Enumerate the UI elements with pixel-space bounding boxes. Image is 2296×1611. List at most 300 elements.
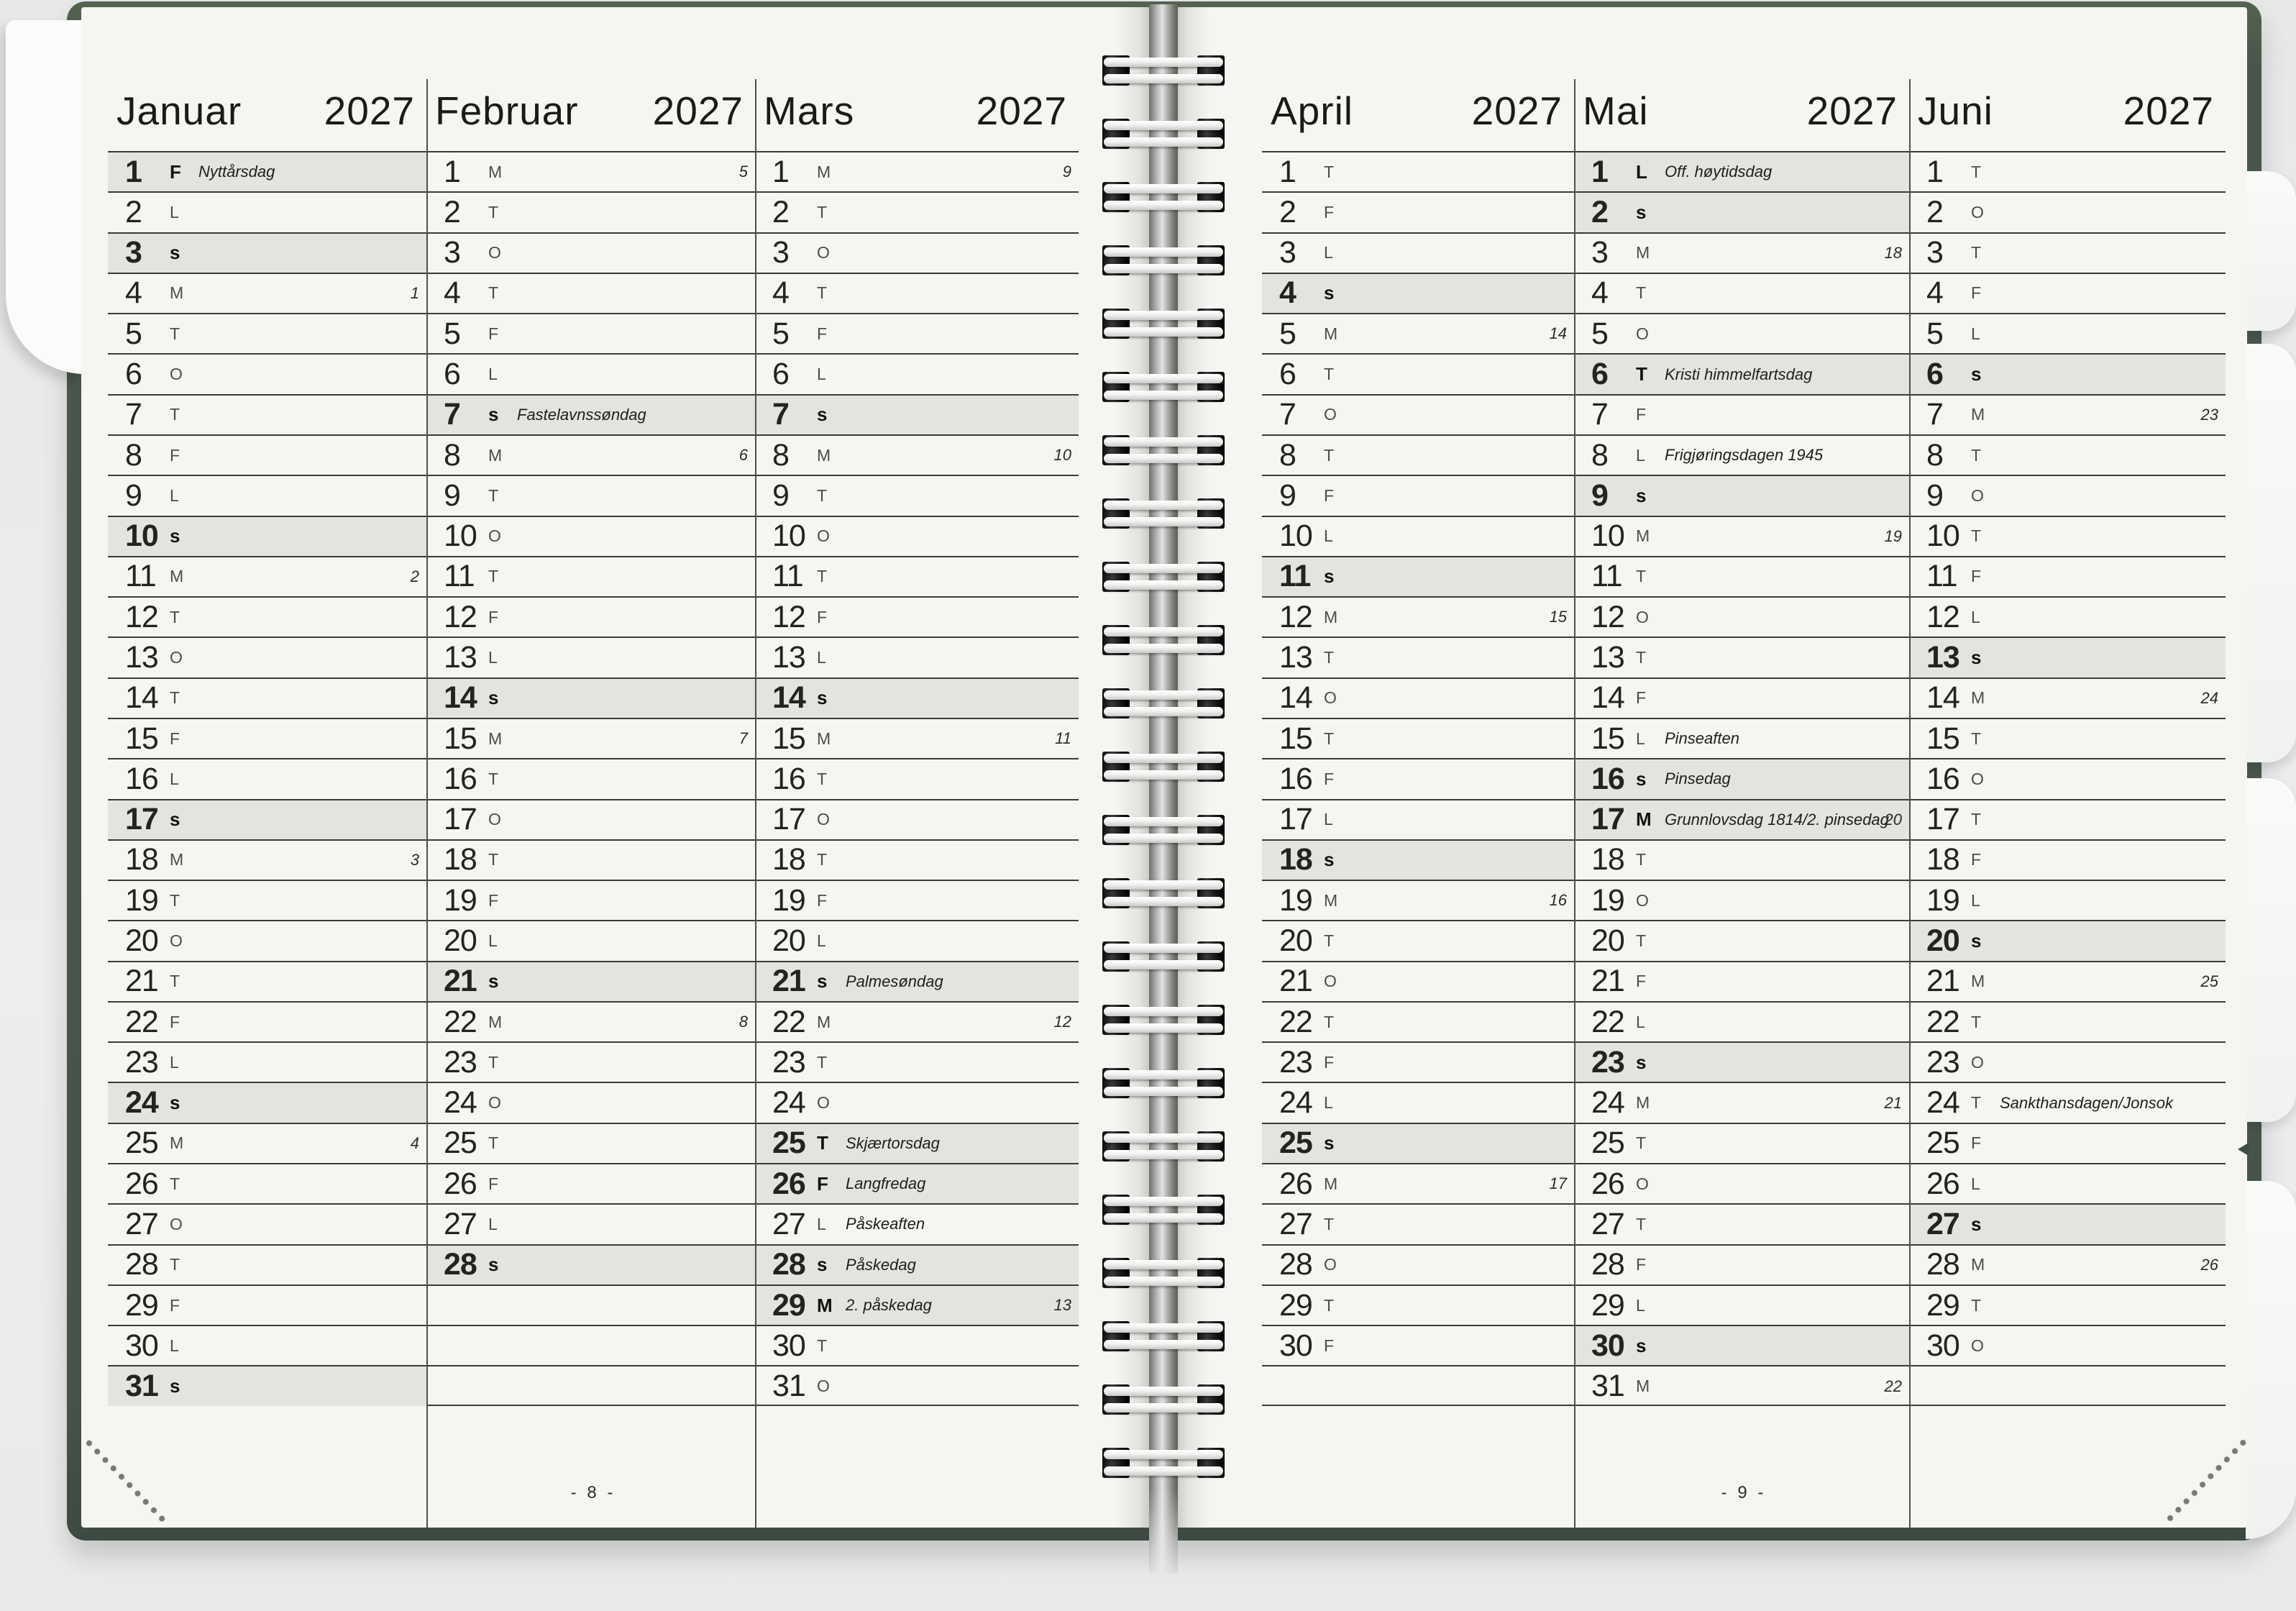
day-row-mai-26 <box>1574 1163 1909 1203</box>
day-number: 26 <box>125 1166 158 1201</box>
weekday-letter: F <box>488 324 500 343</box>
day-number: 29 <box>1926 1287 1959 1323</box>
day-number: 6 <box>444 357 460 392</box>
day-row-februar-18 <box>426 839 755 880</box>
weekday-letter: O <box>1971 1336 1985 1355</box>
day-number: 5 <box>1926 316 1943 351</box>
weekday-letter: O <box>1324 688 1337 708</box>
day-number: 7 <box>444 397 460 432</box>
day-row-april-30 <box>1262 1325 1574 1365</box>
day-row-mars-16 <box>755 758 1079 798</box>
day-number: 7 <box>772 397 789 432</box>
day-number: 23 <box>1591 1044 1624 1080</box>
weekday-letter: s <box>817 1254 828 1276</box>
weekday-letter: M <box>488 729 503 748</box>
coil-wire <box>1104 517 1223 526</box>
day-row-april-14 <box>1262 677 1574 718</box>
day-number: 16 <box>772 761 805 796</box>
week-number: 15 <box>1549 608 1567 626</box>
month-column-februar <box>426 7 755 1406</box>
weekday-letter: F <box>170 445 181 465</box>
coil-wire <box>1104 1087 1223 1096</box>
day-number: 2 <box>1591 194 1608 229</box>
weekday-letter: F <box>1324 1336 1335 1355</box>
month-year: 2027 <box>1806 88 1898 133</box>
column-divider <box>755 79 756 1528</box>
weekday-letter: T <box>170 405 181 424</box>
weekday-letter: M <box>817 729 832 748</box>
weekday-letter: F <box>1971 567 1982 586</box>
day-number: 18 <box>1279 842 1312 877</box>
day-number: 16 <box>125 761 158 796</box>
weekday-letter: T <box>1324 1295 1335 1315</box>
weekday-letter: L <box>170 1336 180 1355</box>
day-rows <box>755 151 1079 1406</box>
day-number: 17 <box>125 802 158 837</box>
day-number: 20 <box>125 923 158 958</box>
day-row-januar-4 <box>108 273 426 313</box>
day-row-april-12 <box>1262 596 1574 636</box>
weekday-letter: T <box>1324 729 1335 748</box>
weekday-letter: L <box>1971 1174 1981 1193</box>
day-number: 19 <box>1279 882 1312 918</box>
day-number: 27 <box>125 1206 158 1241</box>
month-header <box>108 7 426 151</box>
weekday-letter: M <box>1324 1174 1339 1193</box>
coil-wire <box>1104 311 1223 320</box>
coil-wire <box>1104 137 1223 147</box>
weekday-letter: T <box>170 1174 181 1193</box>
day-number: 6 <box>1279 357 1296 392</box>
day-row-mars-4 <box>755 273 1079 313</box>
weekday-letter: M <box>170 567 185 586</box>
weekday-letter: M <box>1324 324 1339 343</box>
coil-wire <box>1104 1023 1223 1033</box>
day-row-januar-21 <box>108 961 426 1001</box>
day-number: 1 <box>444 154 460 189</box>
day-row-mai-8 <box>1574 434 1909 475</box>
weekday-letter: O <box>1636 607 1650 626</box>
day-rows <box>1909 151 2226 1406</box>
day-row-februar-9 <box>426 475 755 515</box>
day-row-mai-29 <box>1574 1284 1909 1325</box>
day-number: 9 <box>1591 478 1608 513</box>
day-row-februar-20 <box>426 920 755 960</box>
weekday-letter: T <box>1324 648 1335 667</box>
day-row-februar-6 <box>426 353 755 393</box>
coil-wire <box>1104 184 1223 193</box>
day-row-februar-7 <box>426 394 755 434</box>
day-row-april-26 <box>1262 1163 1574 1203</box>
day-row-april-27 <box>1262 1203 1574 1243</box>
holiday-note: Frigjøringsdagen 1945 <box>1665 446 1824 465</box>
month-year: 2027 <box>652 88 744 133</box>
day-row-februar-27 <box>426 1203 755 1243</box>
weekday-letter: M <box>1636 526 1651 546</box>
month-name: Januar <box>116 88 242 133</box>
spiral-coil <box>1102 878 1225 908</box>
day-number: 12 <box>1591 599 1624 634</box>
coil-wire <box>1104 58 1223 67</box>
week-number: 25 <box>2200 972 2218 990</box>
day-row-mars-26 <box>755 1163 1079 1203</box>
day-row-empty <box>426 1284 755 1325</box>
month-name: Juni <box>1918 88 1993 133</box>
weekday-letter: s <box>817 970 828 992</box>
day-number: 15 <box>772 721 805 756</box>
weekday-letter: s <box>1971 647 1982 669</box>
day-row-mai-23 <box>1574 1041 1909 1082</box>
coil-wire <box>1104 1450 1223 1459</box>
day-number: 5 <box>1591 316 1608 351</box>
spiral-coil <box>1102 1131 1225 1162</box>
weekday-letter: T <box>817 1336 828 1355</box>
day-rows <box>108 151 426 1406</box>
weekday-letter: L <box>170 202 180 222</box>
day-row-februar-13 <box>426 636 755 677</box>
day-number: 30 <box>1591 1328 1624 1363</box>
day-number: 22 <box>772 1004 805 1039</box>
month-header <box>1262 7 1574 151</box>
column-divider <box>1909 79 1911 1528</box>
day-row-april-13 <box>1262 636 1574 677</box>
day-number: 28 <box>1926 1247 1959 1282</box>
month-column-april <box>1262 7 1574 1406</box>
day-row-februar-15 <box>426 718 755 758</box>
weekday-letter: L <box>1971 890 1981 910</box>
day-number: 27 <box>1926 1206 1959 1241</box>
day-row-februar-8 <box>426 434 755 475</box>
weekday-letter: T <box>488 567 500 586</box>
weekday-letter: L <box>1636 1295 1646 1315</box>
day-row-juni-8 <box>1909 434 2226 475</box>
day-row-januar-20 <box>108 920 426 960</box>
weekday-letter: F <box>1636 405 1647 424</box>
coil-wire <box>1104 1277 1223 1286</box>
day-row-juni-12 <box>1909 596 2226 636</box>
day-row-juni-20 <box>1909 920 2226 960</box>
day-row-mai-6 <box>1574 353 1909 393</box>
weekday-letter: F <box>1636 688 1647 708</box>
coil-wire <box>1104 74 1223 83</box>
weekday-letter: O <box>488 810 502 829</box>
weekday-letter: F <box>1971 850 1982 870</box>
weekday-letter: O <box>817 526 831 546</box>
spiral-coil <box>1102 1448 1225 1478</box>
week-number: 1 <box>410 283 419 302</box>
day-number: 24 <box>772 1085 805 1121</box>
holiday-note: Skjærtorsdag <box>846 1133 940 1152</box>
day-number: 24 <box>1926 1085 1959 1121</box>
day-row-april-3 <box>1262 232 1574 273</box>
weekday-letter: O <box>488 243 502 263</box>
day-row-april-28 <box>1262 1244 1574 1284</box>
weekday-letter: M <box>817 445 832 465</box>
day-rows <box>426 151 755 1406</box>
day-number: 20 <box>1926 923 1959 958</box>
weekday-letter: T <box>817 769 828 788</box>
weekday-letter: s <box>488 687 500 709</box>
weekday-letter: T <box>817 202 828 222</box>
day-number: 30 <box>1926 1328 1959 1363</box>
page-left <box>81 7 1149 1528</box>
day-number: 11 <box>1926 559 1957 594</box>
day-number: 23 <box>772 1044 805 1080</box>
weekday-letter: T <box>1971 162 1982 181</box>
day-number: 29 <box>772 1287 805 1323</box>
weekday-letter: O <box>488 1093 502 1113</box>
holiday-note: Påskedag <box>846 1255 916 1274</box>
day-number: 9 <box>772 478 789 513</box>
coil-wire <box>1104 960 1223 969</box>
day-row-februar-12 <box>426 596 755 636</box>
weekday-letter: T <box>170 607 181 626</box>
day-number: 30 <box>772 1328 805 1363</box>
weekday-letter: M <box>1971 1255 1986 1274</box>
weekday-letter: T <box>170 1255 181 1274</box>
day-number: 29 <box>1591 1287 1624 1323</box>
coil-wire <box>1104 437 1223 447</box>
day-number: 6 <box>1591 357 1608 392</box>
spiral-coil <box>1102 182 1225 212</box>
holiday-note: 2. påskedag <box>846 1296 932 1315</box>
weekday-letter: F <box>488 1174 500 1193</box>
coil-wire <box>1104 247 1223 257</box>
day-row-juni-23 <box>1909 1041 2226 1082</box>
weekday-letter: L <box>1324 243 1334 263</box>
day-number: 1 <box>1279 154 1296 189</box>
day-row-februar-17 <box>426 799 755 839</box>
day-row-mai-30 <box>1574 1325 1909 1365</box>
day-number: 8 <box>125 437 142 473</box>
weekday-letter: O <box>1971 769 1985 788</box>
day-number: 24 <box>444 1085 477 1121</box>
day-number: 2 <box>125 194 142 229</box>
day-row-januar-24 <box>108 1082 426 1122</box>
coil-wire <box>1104 1133 1223 1143</box>
week-number: 7 <box>738 729 748 748</box>
day-row-mai-18 <box>1574 839 1909 880</box>
day-number: 4 <box>444 275 460 311</box>
day-row-februar-10 <box>426 516 755 556</box>
day-row-januar-19 <box>108 880 426 920</box>
weekday-letter: O <box>170 365 183 384</box>
month-year: 2027 <box>2123 88 2214 133</box>
day-row-mars-15 <box>755 718 1079 758</box>
weekday-letter: T <box>817 1052 828 1072</box>
holiday-note: Pinsedag <box>1665 770 1731 788</box>
day-row-april-1 <box>1262 151 1574 191</box>
day-number: 6 <box>772 357 789 392</box>
day-row-februar-14 <box>426 677 755 718</box>
day-row-mai-11 <box>1574 556 1909 596</box>
coil-wire <box>1104 1340 1223 1349</box>
day-number: 22 <box>1591 1004 1624 1039</box>
day-number: 15 <box>1591 721 1624 756</box>
day-row-juni-1 <box>1909 151 2226 191</box>
day-number: 24 <box>125 1085 158 1121</box>
weekday-letter: T <box>1636 931 1647 950</box>
day-row-februar-24 <box>426 1082 755 1122</box>
weekday-letter: T <box>1636 850 1647 870</box>
day-row-mars-18 <box>755 839 1079 880</box>
weekday-letter: O <box>817 810 831 829</box>
weekday-letter: L <box>1324 526 1334 546</box>
day-row-mars-19 <box>755 880 1079 920</box>
day-number: 20 <box>1591 923 1624 958</box>
coil-wire <box>1104 121 1223 130</box>
day-row-mars-30 <box>755 1325 1079 1365</box>
week-number: 19 <box>1884 526 1902 545</box>
day-number: 3 <box>444 235 460 270</box>
week-number: 24 <box>2200 688 2218 707</box>
month-year: 2027 <box>1471 88 1563 133</box>
day-row-februar-25 <box>426 1123 755 1163</box>
weekday-letter: O <box>1636 1174 1650 1193</box>
day-row-januar-29 <box>108 1284 426 1325</box>
day-row-mai-5 <box>1574 313 1909 353</box>
day-number: 19 <box>125 882 158 918</box>
weekday-letter: O <box>170 1214 183 1233</box>
day-number: 10 <box>1926 519 1959 554</box>
day-number: 30 <box>1279 1328 1312 1363</box>
spiral-coil <box>1102 55 1225 86</box>
weekday-letter: s <box>817 403 828 426</box>
weekday-letter: F <box>170 729 181 748</box>
day-rows <box>1574 151 1909 1406</box>
weekday-letter: T <box>1971 1012 1982 1031</box>
weekday-letter: M <box>488 445 503 465</box>
weekday-letter: M <box>817 162 832 181</box>
day-number: 2 <box>772 194 789 229</box>
weekday-letter: s <box>170 525 181 547</box>
holiday-note: Grunnlovsdag 1814/2. pinsedag <box>1665 810 1889 829</box>
weekday-letter: L <box>1971 324 1981 343</box>
weekday-letter: O <box>817 1377 831 1396</box>
day-row-mars-31 <box>755 1365 1079 1405</box>
weekday-letter: T <box>1324 931 1335 950</box>
weekday-letter: O <box>1971 485 1985 505</box>
weekday-letter: F <box>488 607 500 626</box>
weekday-letter: F <box>1324 485 1335 505</box>
coil-wire <box>1104 817 1223 826</box>
day-row-mai-15 <box>1574 718 1909 758</box>
day-number: 21 <box>772 964 805 999</box>
day-row-juni-29 <box>1909 1284 2226 1325</box>
day-number: 12 <box>772 599 805 634</box>
day-number: 9 <box>1926 478 1943 513</box>
day-number: 21 <box>444 964 477 999</box>
weekday-letter: M <box>1971 688 1986 708</box>
day-row-april-21 <box>1262 961 1574 1001</box>
day-row-januar-27 <box>108 1203 426 1243</box>
day-row-juni-18 <box>1909 839 2226 880</box>
day-number: 13 <box>125 640 158 675</box>
week-number: 12 <box>1053 1013 1071 1031</box>
weekday-letter: L <box>1636 1012 1646 1031</box>
coil-wire <box>1104 834 1223 843</box>
day-row-juni-24 <box>1909 1082 2226 1122</box>
day-row-mai-27 <box>1574 1203 1909 1243</box>
day-row-april-17 <box>1262 799 1574 839</box>
day-row-mai-16 <box>1574 758 1909 798</box>
day-number: 21 <box>1279 964 1312 999</box>
day-number: 19 <box>1926 882 1959 918</box>
day-number: 8 <box>1591 437 1608 473</box>
day-row-april-11 <box>1262 556 1574 596</box>
coil-wire <box>1104 501 1223 510</box>
coil-wire <box>1104 1197 1223 1206</box>
week-number: 11 <box>1055 729 1071 748</box>
day-number: 28 <box>1591 1247 1624 1282</box>
day-number: 4 <box>1279 275 1296 311</box>
day-number: 16 <box>444 761 477 796</box>
weekday-letter: O <box>1324 972 1337 991</box>
coil-wire <box>1104 454 1223 463</box>
day-number: 3 <box>772 235 789 270</box>
week-number: 20 <box>1884 810 1902 829</box>
week-number: 18 <box>1884 243 1902 262</box>
day-number: 12 <box>444 599 477 634</box>
weekday-letter: O <box>1971 1052 1985 1072</box>
week-number: 2 <box>410 567 419 585</box>
spiral-coil <box>1102 1258 1225 1288</box>
coil-wire <box>1104 1387 1223 1396</box>
weekday-letter: L <box>1324 810 1334 829</box>
day-number: 25 <box>1926 1126 1959 1161</box>
weekday-letter: T <box>817 850 828 870</box>
fore-edge-tab-right-2 <box>2246 344 2296 762</box>
day-number: 11 <box>444 559 475 594</box>
weekday-letter: M <box>817 1294 833 1316</box>
day-number: 29 <box>1279 1287 1312 1323</box>
weekday-letter: T <box>1971 526 1982 546</box>
day-number: 14 <box>772 680 805 716</box>
column-divider <box>1574 79 1575 1528</box>
day-row-juni-16 <box>1909 758 2226 798</box>
month-name: Mai <box>1583 88 1649 133</box>
coil-wire <box>1104 1070 1223 1080</box>
day-row-januar-12 <box>108 596 426 636</box>
day-number: 13 <box>1591 640 1624 675</box>
day-number: 14 <box>444 680 477 716</box>
coil-wire <box>1104 264 1223 273</box>
weekday-letter: O <box>817 243 831 263</box>
day-row-januar-8 <box>108 434 426 475</box>
day-number: 3 <box>1926 235 1943 270</box>
week-number: 13 <box>1053 1296 1071 1315</box>
day-number: 15 <box>1279 721 1312 756</box>
day-row-mai-3 <box>1574 232 1909 273</box>
coil-wire <box>1104 1260 1223 1269</box>
week-number: 8 <box>738 1013 748 1031</box>
day-row-januar-14 <box>108 677 426 718</box>
day-row-april-6 <box>1262 353 1574 393</box>
day-row-januar-26 <box>108 1163 426 1203</box>
day-number: 4 <box>772 275 789 311</box>
weekday-letter: L <box>488 1214 498 1233</box>
day-row-mars-29 <box>755 1284 1079 1325</box>
day-number: 10 <box>1591 519 1624 554</box>
weekday-letter: M <box>1324 890 1339 910</box>
coil-wire <box>1104 1213 1223 1223</box>
weekday-letter: T <box>488 850 500 870</box>
day-number: 23 <box>1926 1044 1959 1080</box>
weekday-letter: s <box>1324 1132 1335 1154</box>
spiral-coil <box>1102 498 1225 529</box>
weekday-letter: M <box>488 1012 503 1031</box>
day-number: 31 <box>1591 1369 1624 1404</box>
